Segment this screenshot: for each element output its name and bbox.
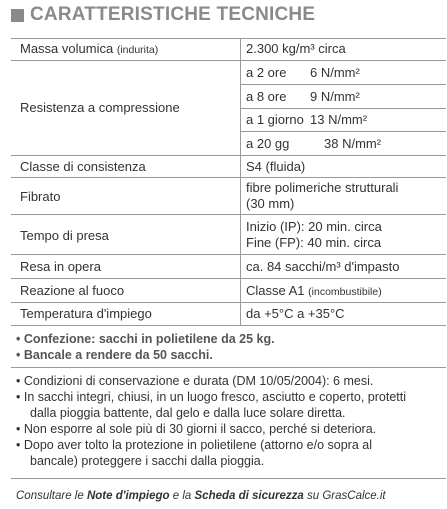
table-subrow-divider bbox=[240, 84, 446, 85]
table-subrow-divider bbox=[240, 108, 446, 109]
fuoco-class: Classe A1 bbox=[246, 283, 305, 298]
table-top-border bbox=[11, 38, 446, 39]
footer-note bbox=[16, 490, 386, 502]
resa-label: Resa in opera bbox=[20, 259, 101, 274]
footer-note-impiego: Note d'impiego bbox=[86, 490, 170, 502]
table-row-divider bbox=[11, 155, 446, 156]
storage-line1: • Condizioni di conservazione e durata (DM 10/05/2004): 6 mesi. bbox=[16, 374, 374, 388]
fibrato-value-line2: (30 mm) bbox=[246, 196, 295, 211]
massa-note: (indurita) bbox=[116, 44, 159, 56]
massa-value: 2.300 kg/m³ circa bbox=[246, 41, 346, 56]
table-row-divider bbox=[11, 254, 446, 255]
storage-line3: dalla pioggia battente, dal gelo e dalla luce solare diretta. bbox=[30, 406, 346, 420]
table-row-divider bbox=[11, 214, 446, 215]
table-row-divider bbox=[11, 278, 446, 279]
storage-divider bbox=[11, 478, 446, 479]
res-20gg-time: a 20 gg bbox=[246, 136, 290, 151]
section-title-text: CARATTERISTICHE TECNICHE bbox=[30, 4, 316, 25]
fibrato-label: Fibrato bbox=[20, 189, 61, 204]
footer-text: e la bbox=[169, 490, 195, 502]
packaging-line1: • Confezione: sacchi in polietilene da 25 kg. bbox=[16, 332, 275, 346]
fuoco-value bbox=[246, 283, 382, 300]
table-row-divider bbox=[11, 302, 446, 303]
presa-value-line2: Fine (FP): 40 min. circa bbox=[246, 235, 382, 250]
table-row-divider bbox=[11, 177, 446, 178]
res-8h-value: 9 N/mm² bbox=[310, 89, 360, 104]
title-square-icon bbox=[11, 9, 24, 22]
presa-label: Tempo di presa bbox=[20, 228, 109, 243]
packaging-line2: • Bancale a rendere da 50 sacchi. bbox=[16, 348, 213, 362]
res-1d-value: 13 N/mm² bbox=[310, 112, 368, 127]
storage-line4: • Non esporre al sole più di 30 giorni il sacco, perché si deteriora. bbox=[16, 422, 377, 436]
resistenza-label: Resistenza a compressione bbox=[20, 100, 180, 115]
footer-text: Consultare le bbox=[16, 490, 87, 502]
resa-value: ca. 84 sacchi/m³ d'impasto bbox=[246, 259, 400, 274]
packaging-divider bbox=[11, 367, 446, 368]
res-20gg-value: 38 N/mm² bbox=[324, 136, 382, 151]
table-bottom-border bbox=[11, 325, 446, 326]
consistenza-label: Classe di consistenza bbox=[20, 159, 146, 174]
fuoco-note: (incombustibile) bbox=[308, 286, 382, 298]
temp-label: Temperatura d'impiego bbox=[20, 306, 152, 321]
fuoco-label: Reazione al fuoco bbox=[20, 283, 125, 298]
consistenza-value: S4 (fluida) bbox=[246, 159, 306, 174]
storage-line2: • In sacchi integri, chiusi, in un luogo fresco, asciutto e coperto, protetti bbox=[16, 390, 406, 404]
row-massa-label bbox=[20, 41, 158, 58]
footer-text: su GrasCalce.it bbox=[303, 490, 386, 502]
res-1d-time: a 1 giorno bbox=[246, 112, 304, 127]
storage-line5: • Dopo aver tolto la protezione in polietilene (attorno e/o sopra al bbox=[16, 438, 372, 452]
presa-value-line1: Inizio (IP): 20 min. circa bbox=[246, 219, 382, 234]
storage-line6: bancale) proteggere i sacchi dalla pioggia. bbox=[30, 454, 265, 468]
table-column-divider bbox=[240, 38, 241, 325]
temp-value: da +5°C a +35°C bbox=[246, 306, 345, 321]
table-row-divider bbox=[11, 60, 446, 61]
section-title bbox=[11, 4, 315, 26]
footer-scheda-sicurezza: Scheda di sicurezza bbox=[194, 490, 304, 502]
res-2h-time: a 2 ore bbox=[246, 65, 287, 80]
res-8h-time: a 8 ore bbox=[246, 89, 287, 104]
table-subrow-divider bbox=[240, 131, 446, 132]
res-2h-value: 6 N/mm² bbox=[310, 65, 360, 80]
massa-label: Massa volumica bbox=[20, 41, 114, 56]
fibrato-value-line1: fibre polimeriche strutturali bbox=[246, 180, 399, 195]
